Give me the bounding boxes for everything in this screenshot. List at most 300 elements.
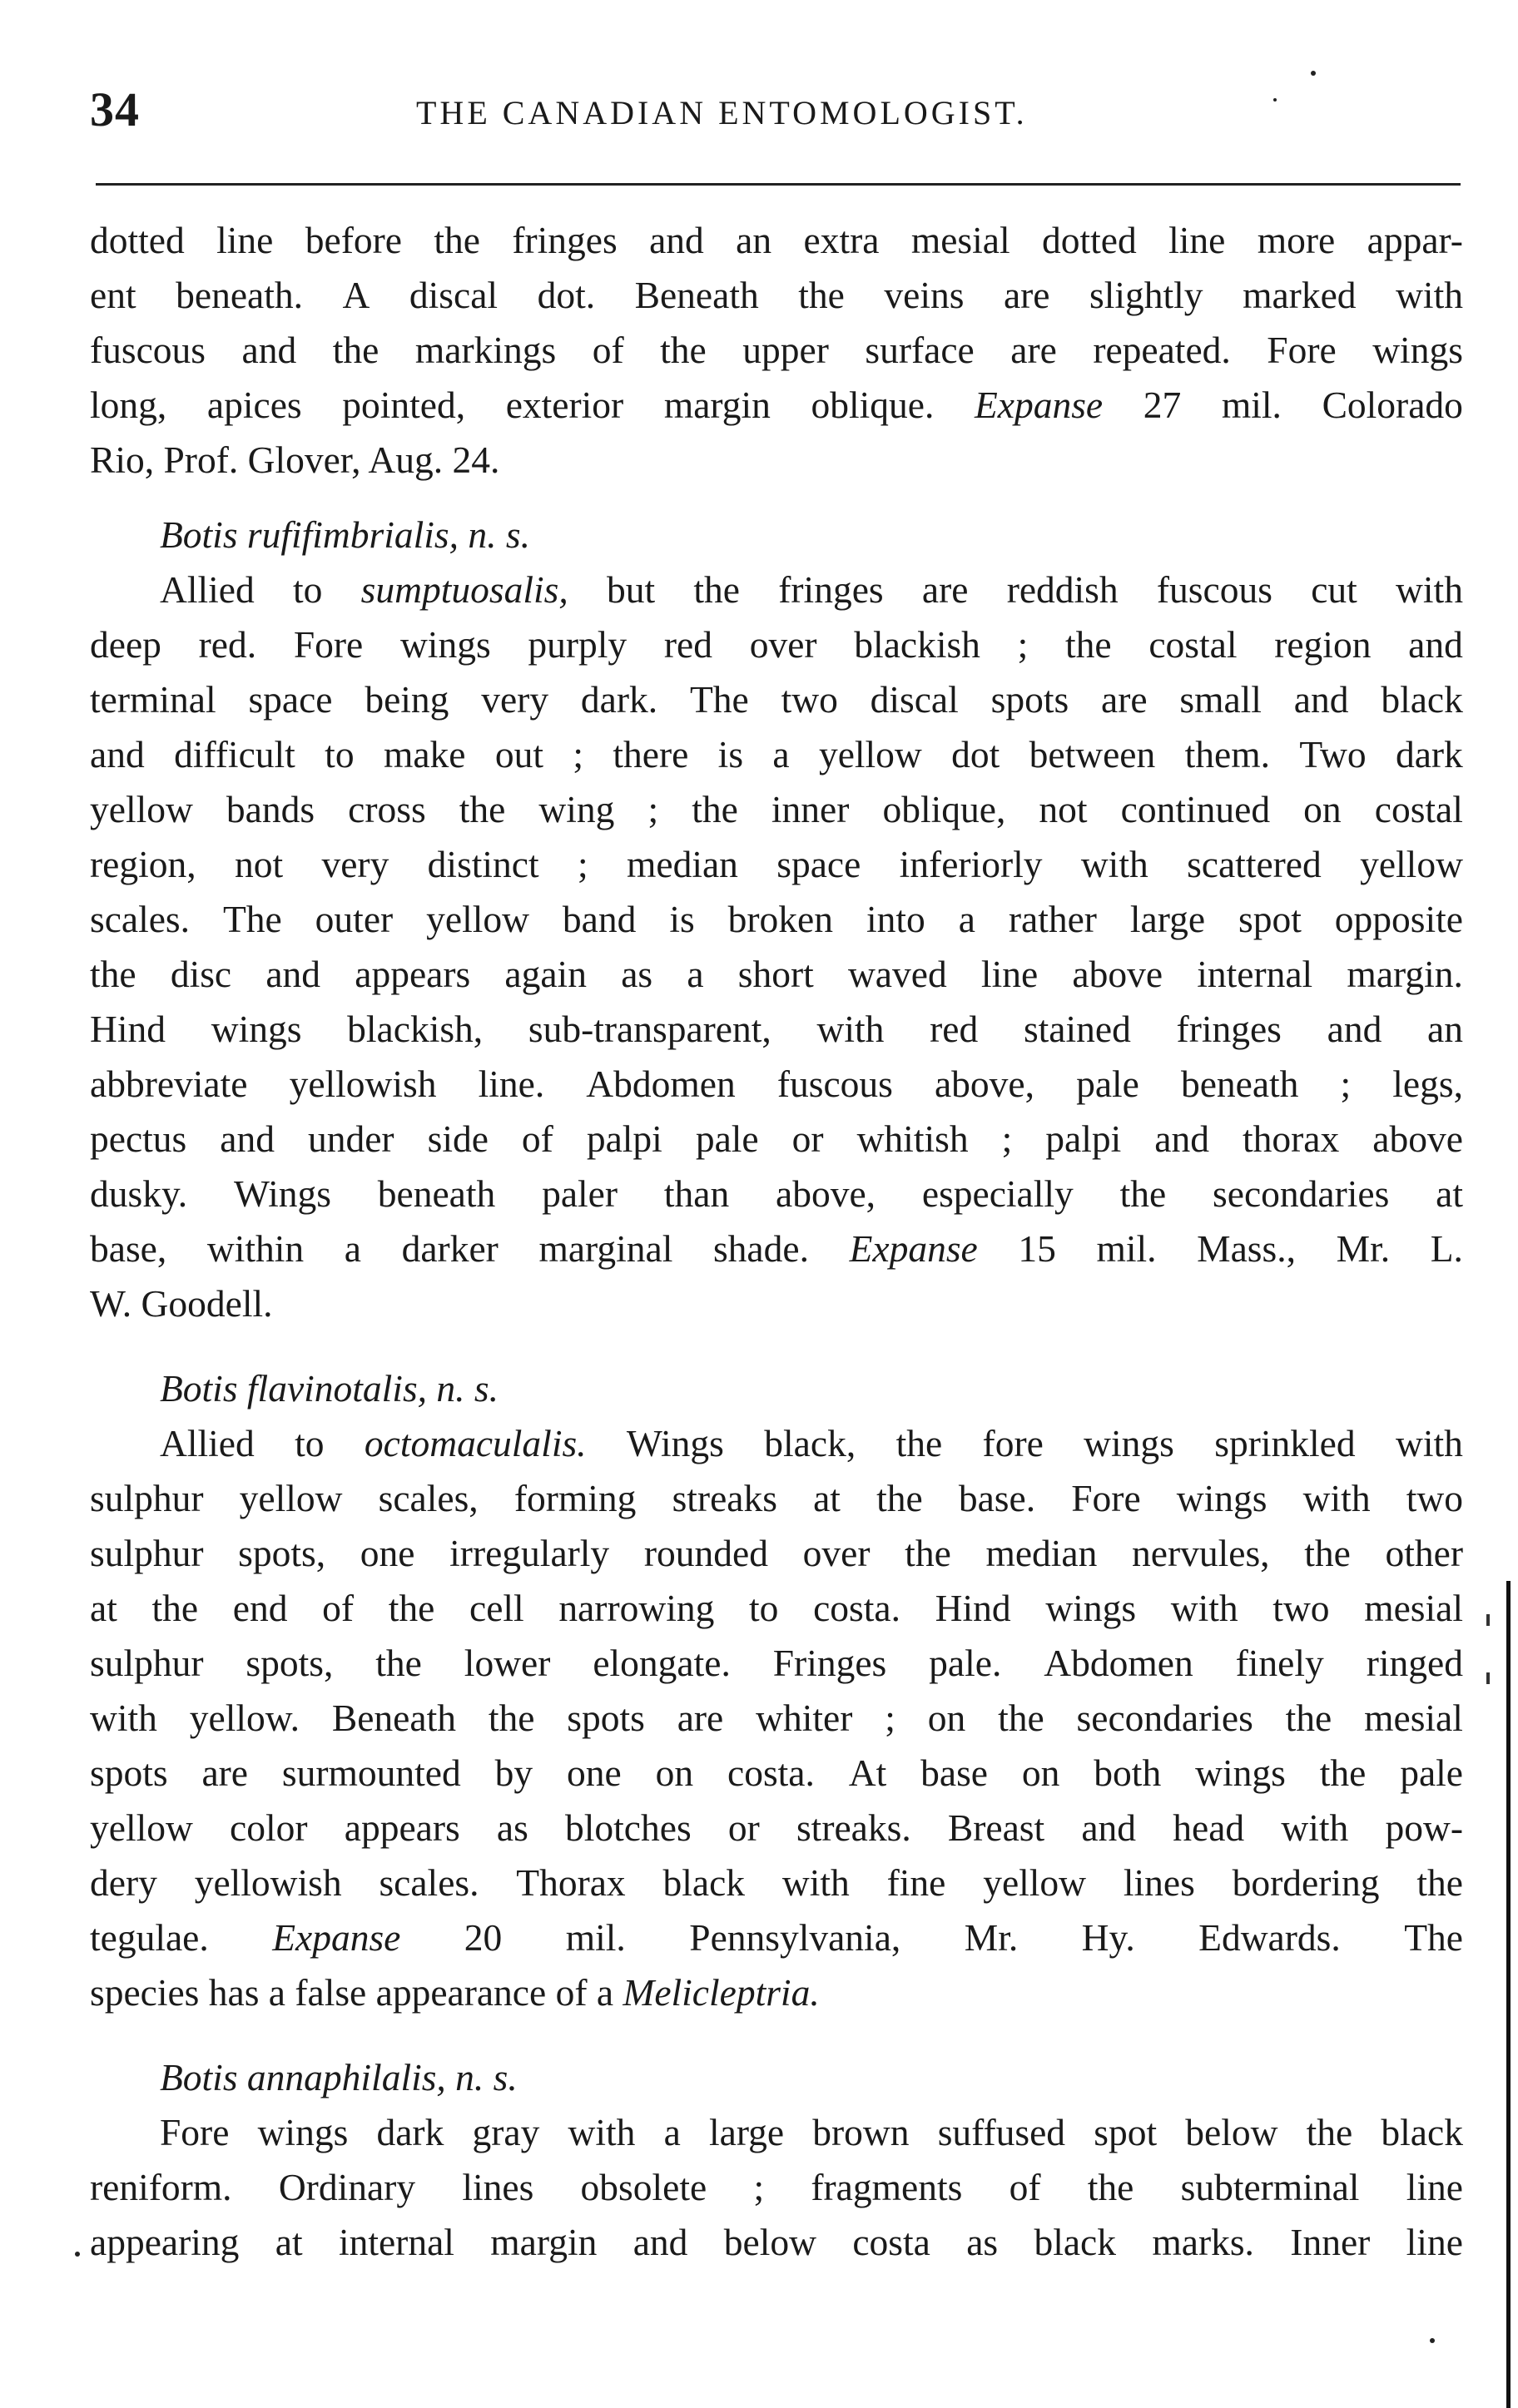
word: blotches: [565, 1806, 692, 1849]
word: and: [649, 219, 704, 261]
word: upper: [742, 329, 829, 371]
word: blackish: [854, 623, 980, 666]
word: line: [1406, 2166, 1463, 2208]
word: Thorax: [516, 1861, 626, 1904]
word: fine: [886, 1861, 946, 1904]
word: large: [708, 2111, 785, 2153]
word: small: [1179, 678, 1262, 721]
text-line: [90, 617, 1463, 672]
word: black: [1381, 2111, 1463, 2153]
word: wing: [538, 788, 615, 830]
word: and: [1327, 1008, 1382, 1050]
word: long,: [90, 384, 167, 426]
word: costal: [1148, 623, 1238, 666]
word: the: [1065, 623, 1112, 666]
text-line: [90, 2215, 1463, 2270]
word: being: [365, 678, 449, 721]
word: wings: [211, 1008, 302, 1050]
word: the: [375, 1642, 422, 1684]
word: costal: [1374, 788, 1463, 830]
word: irregularly: [449, 1532, 610, 1574]
word: slightly: [1089, 274, 1203, 316]
word: darker: [401, 1227, 499, 1270]
word: dark: [1395, 733, 1463, 775]
word: The: [689, 678, 749, 721]
word: yellow.: [189, 1697, 300, 1739]
word: a: [687, 953, 704, 995]
word: one: [360, 1532, 415, 1574]
word: whitish: [856, 1117, 969, 1160]
word: bands: [226, 788, 315, 830]
word: band: [562, 898, 637, 940]
word: Edwards.: [1198, 1916, 1341, 1959]
word: a: [663, 2111, 681, 2153]
word: ;: [573, 733, 584, 775]
word: mesial: [1364, 1587, 1463, 1629]
word: beneath.: [176, 274, 303, 316]
word: Hind: [935, 1587, 1011, 1629]
word: very: [481, 678, 549, 721]
word: at: [813, 1477, 841, 1519]
word: lower: [464, 1642, 551, 1684]
word: ;: [753, 2166, 765, 2208]
species-heading: [90, 508, 1463, 562]
word: line: [1168, 219, 1226, 261]
word: above,: [934, 1063, 1034, 1105]
word: abbreviate: [90, 1063, 248, 1105]
margin-speck: [75, 2252, 80, 2257]
word: dot: [951, 733, 1000, 775]
page-edge-shadow: [1506, 1581, 1511, 2408]
word: and: [632, 2221, 688, 2263]
italic-text: Melicleptria.: [623, 1971, 820, 2014]
word: shade.: [712, 1227, 809, 1270]
word: a: [772, 733, 790, 775]
word: the: [388, 1587, 435, 1629]
word: a: [958, 898, 975, 940]
word: discal: [870, 678, 959, 721]
italic-text: Botis annaphilalis, n. s.: [160, 2056, 518, 2098]
word: and: [1154, 1117, 1209, 1160]
word: secondaries: [1213, 1172, 1390, 1215]
word: fragments: [811, 2166, 963, 2208]
word: cell: [469, 1587, 524, 1629]
word: internal: [338, 2221, 454, 2263]
text-line: [90, 323, 1463, 378]
word: costa.: [813, 1587, 900, 1629]
italic-word: sumptuosalis,: [360, 568, 568, 611]
word: opposite: [1334, 898, 1463, 940]
word: inferiorly: [899, 843, 1043, 885]
word: markings: [414, 329, 557, 371]
word: yellow: [426, 898, 529, 940]
margin-speck: [1430, 2338, 1435, 2343]
word: fuscous: [1156, 568, 1272, 611]
word: an: [1427, 1008, 1463, 1050]
word: the: [151, 1587, 199, 1629]
word: black: [1381, 678, 1463, 721]
word: scales.: [379, 1861, 479, 1904]
word: surmounted: [281, 1751, 461, 1794]
text-line: [90, 1471, 1463, 1526]
word: very: [321, 843, 389, 885]
word: sub-transparent,: [528, 1008, 771, 1050]
word: appearing: [90, 2221, 240, 2263]
word: A: [342, 274, 370, 316]
word: spots,: [238, 1532, 326, 1574]
word: sulphur: [90, 1532, 204, 1574]
word: Beneath: [634, 274, 759, 316]
word: mil.: [1221, 384, 1282, 426]
word: appears: [344, 1806, 460, 1849]
word: pale: [1076, 1063, 1139, 1105]
word: over: [802, 1532, 871, 1574]
word: fringes: [1176, 1008, 1282, 1050]
word: make: [383, 733, 466, 775]
word: the: [434, 219, 480, 261]
word: terminal: [90, 678, 216, 721]
word: ;: [885, 1697, 895, 1739]
word: sulphur: [90, 1642, 204, 1684]
word: dusky.: [90, 1172, 188, 1215]
word: black: [662, 1861, 746, 1904]
word: ;: [1340, 1063, 1352, 1105]
word: dotted: [90, 219, 185, 261]
word: to: [325, 733, 355, 775]
word: on: [1021, 1751, 1060, 1794]
text-line: [90, 1801, 1463, 1856]
word: by: [494, 1751, 533, 1794]
word: sulphur: [90, 1477, 204, 1519]
word: legs,: [1392, 1063, 1463, 1105]
text-line: [90, 1416, 1463, 1471]
word: elongate.: [593, 1642, 731, 1684]
text-line: [90, 433, 1463, 488]
italic-word: Expanse: [272, 1916, 401, 1959]
word: as: [966, 2221, 999, 2263]
word: narrowing: [558, 1587, 715, 1629]
text-line: [90, 1636, 1463, 1691]
word: The: [222, 898, 282, 940]
text-line: [90, 1276, 1463, 1331]
word: Fore: [1267, 329, 1337, 371]
word: two: [1406, 1477, 1463, 1519]
word: short: [737, 953, 814, 995]
word: space: [776, 843, 861, 885]
word: the: [1319, 1751, 1367, 1794]
word: difficult: [174, 733, 295, 775]
word: deep: [90, 623, 161, 666]
word: tegulae.: [90, 1916, 209, 1959]
word: pale: [1400, 1751, 1463, 1794]
word: Inner: [1290, 2221, 1371, 2263]
word: black,: [764, 1422, 856, 1464]
word: region: [1274, 623, 1372, 666]
word: internal: [1197, 953, 1313, 995]
word: on: [1303, 788, 1342, 830]
word: palpi: [586, 1117, 662, 1160]
text-line: [90, 892, 1463, 947]
word: are: [677, 1697, 724, 1739]
word: again: [504, 953, 587, 995]
word: with: [90, 1697, 157, 1739]
word: Beneath: [331, 1697, 456, 1739]
text-line: [90, 1691, 1463, 1746]
word: under: [307, 1117, 394, 1160]
text-line: [90, 1112, 1463, 1167]
italic-text: Botis rufifimbrialis, n. s.: [160, 513, 530, 556]
word: appears: [355, 953, 471, 995]
word: end: [232, 1587, 288, 1629]
text-line: [90, 1910, 1463, 1965]
word: gray: [472, 2111, 540, 2153]
word: below: [1185, 2111, 1278, 2153]
italic-word: Expanse: [974, 384, 1104, 426]
word: the: [798, 274, 845, 316]
word: are: [921, 568, 969, 611]
text-line: [90, 1221, 1463, 1276]
word: paler: [542, 1172, 618, 1215]
word: with: [1170, 1587, 1238, 1629]
word: into: [866, 898, 925, 940]
word: rounded: [643, 1532, 768, 1574]
word: Fringes: [772, 1642, 887, 1684]
word: apices: [206, 384, 302, 426]
word: distinct: [427, 843, 539, 885]
word: reddish: [1006, 568, 1119, 611]
word: fringes: [512, 219, 618, 261]
running-title: THE CANADIAN ENTOMOLOGIST.: [416, 94, 1028, 131]
word: mil.: [565, 1916, 626, 1959]
word: the: [1119, 1172, 1167, 1215]
word: marginal: [538, 1227, 673, 1270]
word: spots: [990, 678, 1069, 721]
word: cut: [1311, 568, 1357, 611]
word: margin: [490, 2221, 598, 2263]
word: at: [90, 1587, 117, 1629]
word: streaks.: [796, 1806, 911, 1849]
word: on: [927, 1697, 966, 1739]
word: wings: [1045, 1587, 1137, 1629]
word: subterminal: [1180, 2166, 1360, 2208]
word: with: [1395, 1422, 1463, 1464]
word: one: [567, 1751, 622, 1794]
word: before: [305, 219, 402, 261]
word: fringes: [778, 568, 884, 611]
word: ;: [1017, 623, 1029, 666]
word: whiter: [756, 1697, 853, 1739]
text-line: [90, 1746, 1463, 1801]
word: two: [1272, 1587, 1330, 1629]
word: wings: [1176, 1477, 1267, 1519]
word: forming: [513, 1477, 637, 1519]
page-number: 34: [90, 82, 140, 136]
species-heading: [90, 2050, 1463, 2105]
word: blackish,: [347, 1008, 484, 1050]
word: rather: [1008, 898, 1097, 940]
word: between: [1029, 733, 1156, 775]
word: inner: [771, 788, 850, 830]
word: surface: [865, 329, 975, 371]
word: to: [295, 1422, 325, 1464]
word: to: [293, 568, 323, 611]
word: pale: [695, 1117, 759, 1160]
text-line: [90, 1526, 1463, 1581]
body-text: [90, 213, 1463, 2270]
word: At: [848, 1751, 887, 1794]
word: the: [692, 788, 738, 830]
word: an: [736, 219, 772, 261]
word: median: [985, 1532, 1098, 1574]
word: Fore: [160, 2111, 230, 2153]
word: appar-: [1367, 219, 1463, 261]
italic-word: Expanse: [849, 1227, 978, 1270]
page-edge-mark: [1486, 1672, 1490, 1684]
text-run: Rio, Prof. Glover, Aug. 24.: [90, 438, 500, 481]
word: of: [322, 1587, 355, 1629]
word: within: [206, 1227, 305, 1270]
word: Breast: [947, 1806, 1045, 1849]
word: with: [781, 1861, 850, 1904]
word: and: [1293, 678, 1349, 721]
word: suffused: [937, 2111, 1066, 2153]
word: are: [1003, 274, 1050, 316]
word: margin.: [1347, 953, 1463, 995]
word: Pennsylvania,: [689, 1916, 901, 1959]
word: the: [1285, 1697, 1332, 1739]
word: them.: [1184, 733, 1270, 775]
word: the: [905, 1532, 951, 1574]
word: Abdomen: [586, 1063, 736, 1105]
word: a: [344, 1227, 361, 1270]
word: out: [494, 733, 543, 775]
word: below: [723, 2221, 816, 2263]
word: the: [459, 788, 506, 830]
word: dot.: [537, 274, 596, 316]
word: region,: [90, 843, 196, 885]
word: large: [1129, 898, 1206, 940]
word: margin: [663, 384, 771, 426]
word: is: [717, 733, 744, 775]
word: yellowish: [194, 1861, 342, 1904]
word: broken: [727, 898, 833, 940]
word: and: [220, 1117, 275, 1160]
word: as: [496, 1806, 528, 1849]
word: Wings: [626, 1422, 724, 1464]
word: dark: [376, 2111, 444, 2153]
word: 27: [1143, 384, 1182, 426]
word: Colorado: [1322, 384, 1463, 426]
word: the: [488, 1697, 535, 1739]
text-line: [90, 2160, 1463, 2215]
word: pointed,: [342, 384, 466, 426]
word: with: [1302, 1477, 1371, 1519]
word: the: [693, 568, 740, 611]
word: median: [626, 843, 738, 885]
word: with: [1080, 843, 1148, 885]
word: veins: [884, 274, 965, 316]
text-line: [90, 378, 1463, 433]
word: cross: [348, 788, 426, 830]
word: repeated.: [1093, 329, 1231, 371]
word: yellow: [1360, 843, 1463, 885]
word: costa.: [727, 1751, 815, 1794]
text-line: [90, 782, 1463, 837]
word: marked: [1243, 274, 1357, 316]
word: Two: [1299, 733, 1367, 775]
word: and: [265, 953, 321, 995]
word: black: [1034, 2221, 1116, 2263]
word: Mr.: [964, 1916, 1019, 1959]
word: the: [1304, 1532, 1351, 1574]
word: Allied: [160, 1422, 255, 1464]
word: lines: [462, 2166, 534, 2208]
word: line: [216, 219, 274, 261]
word: above: [1072, 953, 1163, 995]
word: over: [749, 623, 817, 666]
word: mesial: [1364, 1697, 1463, 1739]
word: pectus: [90, 1117, 187, 1160]
word: Allied: [160, 568, 255, 611]
word: the: [660, 329, 707, 371]
word: discal: [409, 274, 499, 316]
word: the: [90, 953, 136, 995]
word: spot: [1094, 2111, 1158, 2153]
word: of: [521, 1117, 553, 1160]
word: Mass.,: [1197, 1227, 1296, 1270]
italic-text: Botis flavinotalis, n. s.: [160, 1367, 499, 1410]
word: red: [930, 1008, 979, 1050]
word: mesial: [910, 219, 1010, 261]
text-run: W. Goodell.: [90, 1282, 273, 1325]
word: marks.: [1152, 2221, 1254, 2263]
text-line: [90, 1002, 1463, 1057]
word: or: [791, 1117, 824, 1160]
word: the: [1416, 1861, 1463, 1904]
header-rule: [96, 183, 1461, 186]
word: wings: [1084, 1422, 1174, 1464]
word: ringed: [1366, 1642, 1463, 1684]
word: beneath: [377, 1172, 496, 1215]
word: finely: [1235, 1642, 1324, 1684]
word: oblique.: [811, 384, 935, 426]
word: other: [1385, 1532, 1463, 1574]
word: are: [201, 1751, 248, 1794]
word: ent: [90, 274, 136, 316]
word: the: [895, 1422, 943, 1464]
word: more: [1257, 219, 1336, 261]
word: Wings: [233, 1172, 331, 1215]
text-line: [90, 268, 1463, 323]
word: line.: [478, 1063, 545, 1105]
word: exterior: [505, 384, 624, 426]
word: reniform.: [90, 2166, 232, 2208]
word: base.: [958, 1477, 1036, 1519]
word: thorax: [1242, 1117, 1340, 1160]
word: yellow: [90, 788, 193, 830]
print-speck: [1273, 98, 1277, 102]
word: ;: [647, 788, 659, 830]
word: red: [663, 623, 712, 666]
word: 15: [1018, 1227, 1056, 1270]
text-line: [90, 947, 1463, 1002]
word: above: [1372, 1117, 1463, 1160]
word: dery: [90, 1861, 157, 1904]
word: streaks: [672, 1477, 777, 1519]
species-heading: [90, 1361, 1463, 1416]
word: side: [427, 1117, 489, 1160]
word: fuscous: [776, 1063, 893, 1105]
